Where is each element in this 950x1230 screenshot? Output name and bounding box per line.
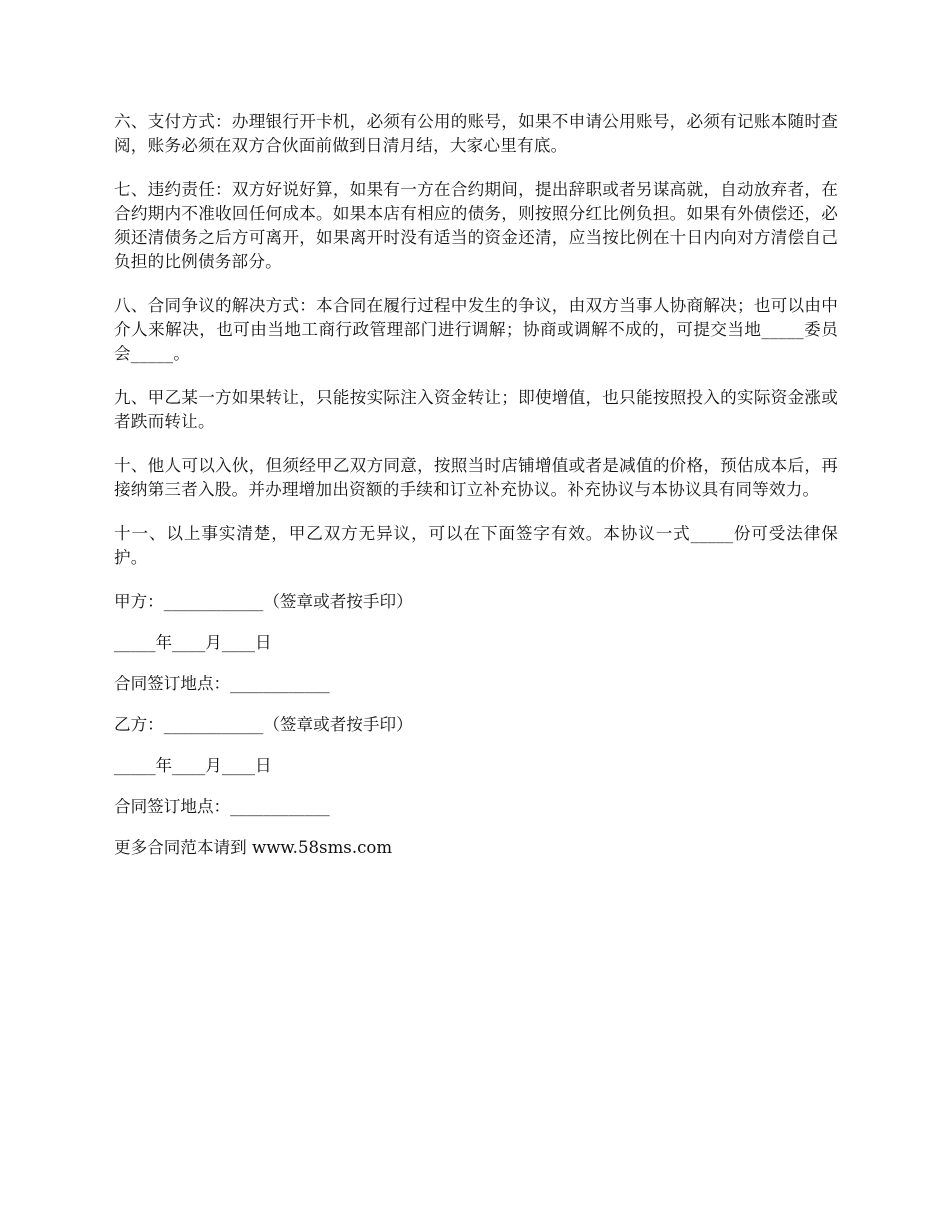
party-b-date: _____年____月____日 [114, 756, 272, 775]
clause-transfer: 九、甲乙某一方如果转让，只能按实际注入资金转让；即使增值，也只能按照投入的实际资金涨或者跌而转让。 [114, 388, 838, 431]
party-b-signing-place: 合同签订地点：____________ [114, 797, 330, 816]
clause-new-partner: 十、他人可以入伙，但须经甲乙双方同意，按照当时店铺增值或者是减值的价格，预估成本后，再接纳第三者入股。并办理增加出资额的手续和订立补充协议。补充协议与本协议具有同等效力。 [114, 456, 838, 499]
clause-breach: 七、违约责任：双方好说好算，如果有一方在合约期间，提出辞职或者另谋高就，自动放弃者，在合约期内不准收回任何成本。如果本店有相应的债务，则按照分红比例负担。如果有外债偿还，必须还清债务之后方可离开，如果离开时没有适当的资金还清，应当按比例在十日内向对方清偿自己负担的比例债务部分。 [114, 180, 838, 271]
party-a-signature: 甲方：____________（签章或者按手印） [114, 592, 413, 611]
party-b-signature: 乙方：____________（签章或者按手印） [114, 715, 413, 734]
party-a-date: _____年____月____日 [114, 633, 272, 652]
clause-dispute: 八、合同争议的解决方式：本合同在履行过程中发生的争议，由双方当事人协商解决；也可以由中介人来解决，也可由当地工商行政管理部门进行调解；协商或调解不成的，可提交当地_____委员会_____。 [114, 296, 838, 363]
clause-payment: 六、支付方式：办理银行开卡机，必须有公用的账号，如果不申请公用账号，必须有记账本随时查阅，账务必须在双方合伙面前做到日清月结，大家心里有底。 [114, 112, 838, 155]
clause-signature-validity: 十一、以上事实清楚，甲乙双方无异议，可以在下面签字有效。本协议一式_____份可受法律保护。 [114, 524, 838, 567]
footer-more-contracts: 更多合同范本请到 www.58sms.com [114, 838, 393, 857]
party-a-signing-place: 合同签订地点：____________ [114, 674, 330, 693]
document-page [114, 110, 838, 877]
